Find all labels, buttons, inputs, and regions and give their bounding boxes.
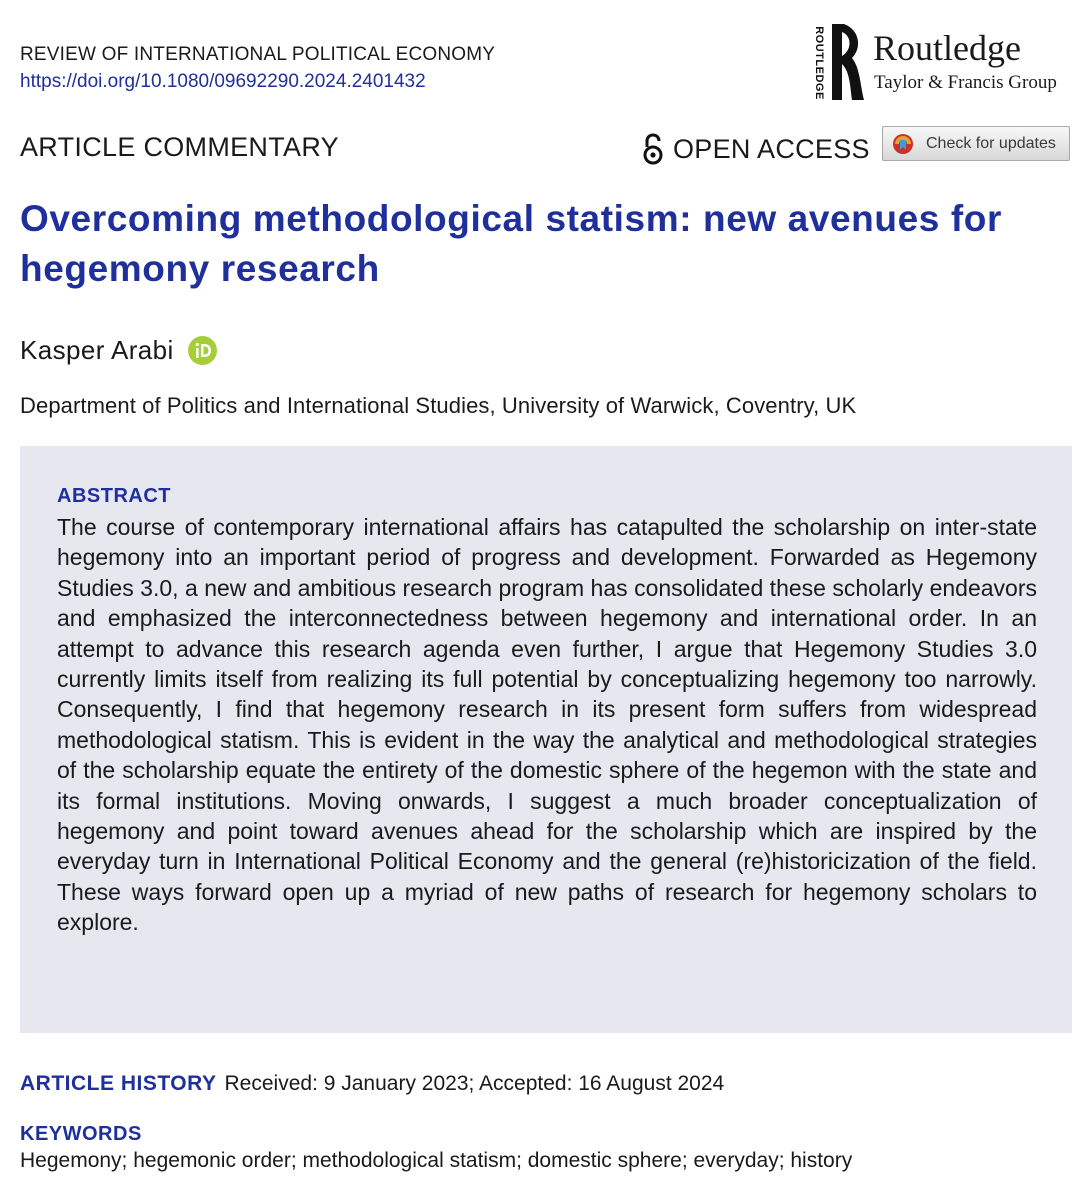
- article-history: [20, 1070, 724, 1098]
- abstract-text: The course of contemporary international affairs has catapulted the scholarship on inter-state hegemony into an important period of progress and development. Forwarded as Hegemony Studies 3.0, a new and ambitious research program has consolidated these scholarly endeavors and emphasized the interconnectedness between hegemony and international order. In an attempt to advance this research agenda even further, I argue that Hegemony Studies 3.0 currently limits itself from realizing its full potential by conceptualizing hegemony too narrowly. Consequently, I find that hegemony research in its present form suffers from widespread methodological statism. This is evident in the way the analytical and methodological strategies of the scholarship equate the entirety of the domestic sphere of the hegemon with the state and its formal institutions. Moving onwards, I suggest a much broader conceptualization of hegemony and point toward avenues ahead for the scholarship which are inspired by the everyday turn in International Political Economy and the general (re)historicization of the field. These ways forward open up a myriad of new paths of research for hegemony scholars to explore.: [57, 514, 1037, 936]
- publisher-side-label: ROUTLEDGE: [813, 26, 825, 100]
- check-for-updates-label: Check for updates: [926, 134, 1056, 152]
- routledge-logo-icon: [830, 24, 864, 100]
- open-lock-icon: [641, 133, 665, 165]
- crossmark-icon: [892, 133, 914, 155]
- abstract-heading: ABSTRACT: [57, 485, 171, 507]
- article-history-label: ARTICLE HISTORY: [20, 1072, 217, 1095]
- journal-name: REVIEW OF INTERNATIONAL POLITICAL ECONOMY: [20, 44, 496, 65]
- publisher-name: Routledge: [873, 28, 1021, 68]
- keywords-list: Hegemony; hegemonic order; methodological statism; domestic sphere; everyday; history: [20, 1149, 853, 1172]
- check-for-updates-button[interactable]: [882, 126, 1070, 161]
- orcid-icon[interactable]: [188, 336, 217, 365]
- publisher-subtitle: Taylor & Francis Group: [874, 72, 1057, 93]
- article-title: Overcoming methodological statism: new avenues for hegemony research: [20, 198, 1002, 289]
- keywords-heading: KEYWORDS: [20, 1123, 142, 1145]
- open-access-label: OPEN ACCESS: [673, 134, 870, 164]
- publisher-logo: [808, 22, 1078, 100]
- abstract-box: [20, 446, 1072, 1033]
- doi-link[interactable]: https://doi.org/10.1080/09692290.2024.2401432: [20, 71, 426, 92]
- author-line: [20, 333, 217, 367]
- open-access-badge: [641, 132, 870, 166]
- article-type: ARTICLE COMMENTARY: [20, 132, 339, 162]
- author-affiliation: Department of Politics and International Studies, University of Warwick, Coventry, UK: [20, 393, 857, 418]
- article-history-dates: Received: 9 January 2023; Accepted: 16 August 2024: [224, 1072, 725, 1095]
- author-name[interactable]: Kasper Arabi: [20, 335, 174, 365]
